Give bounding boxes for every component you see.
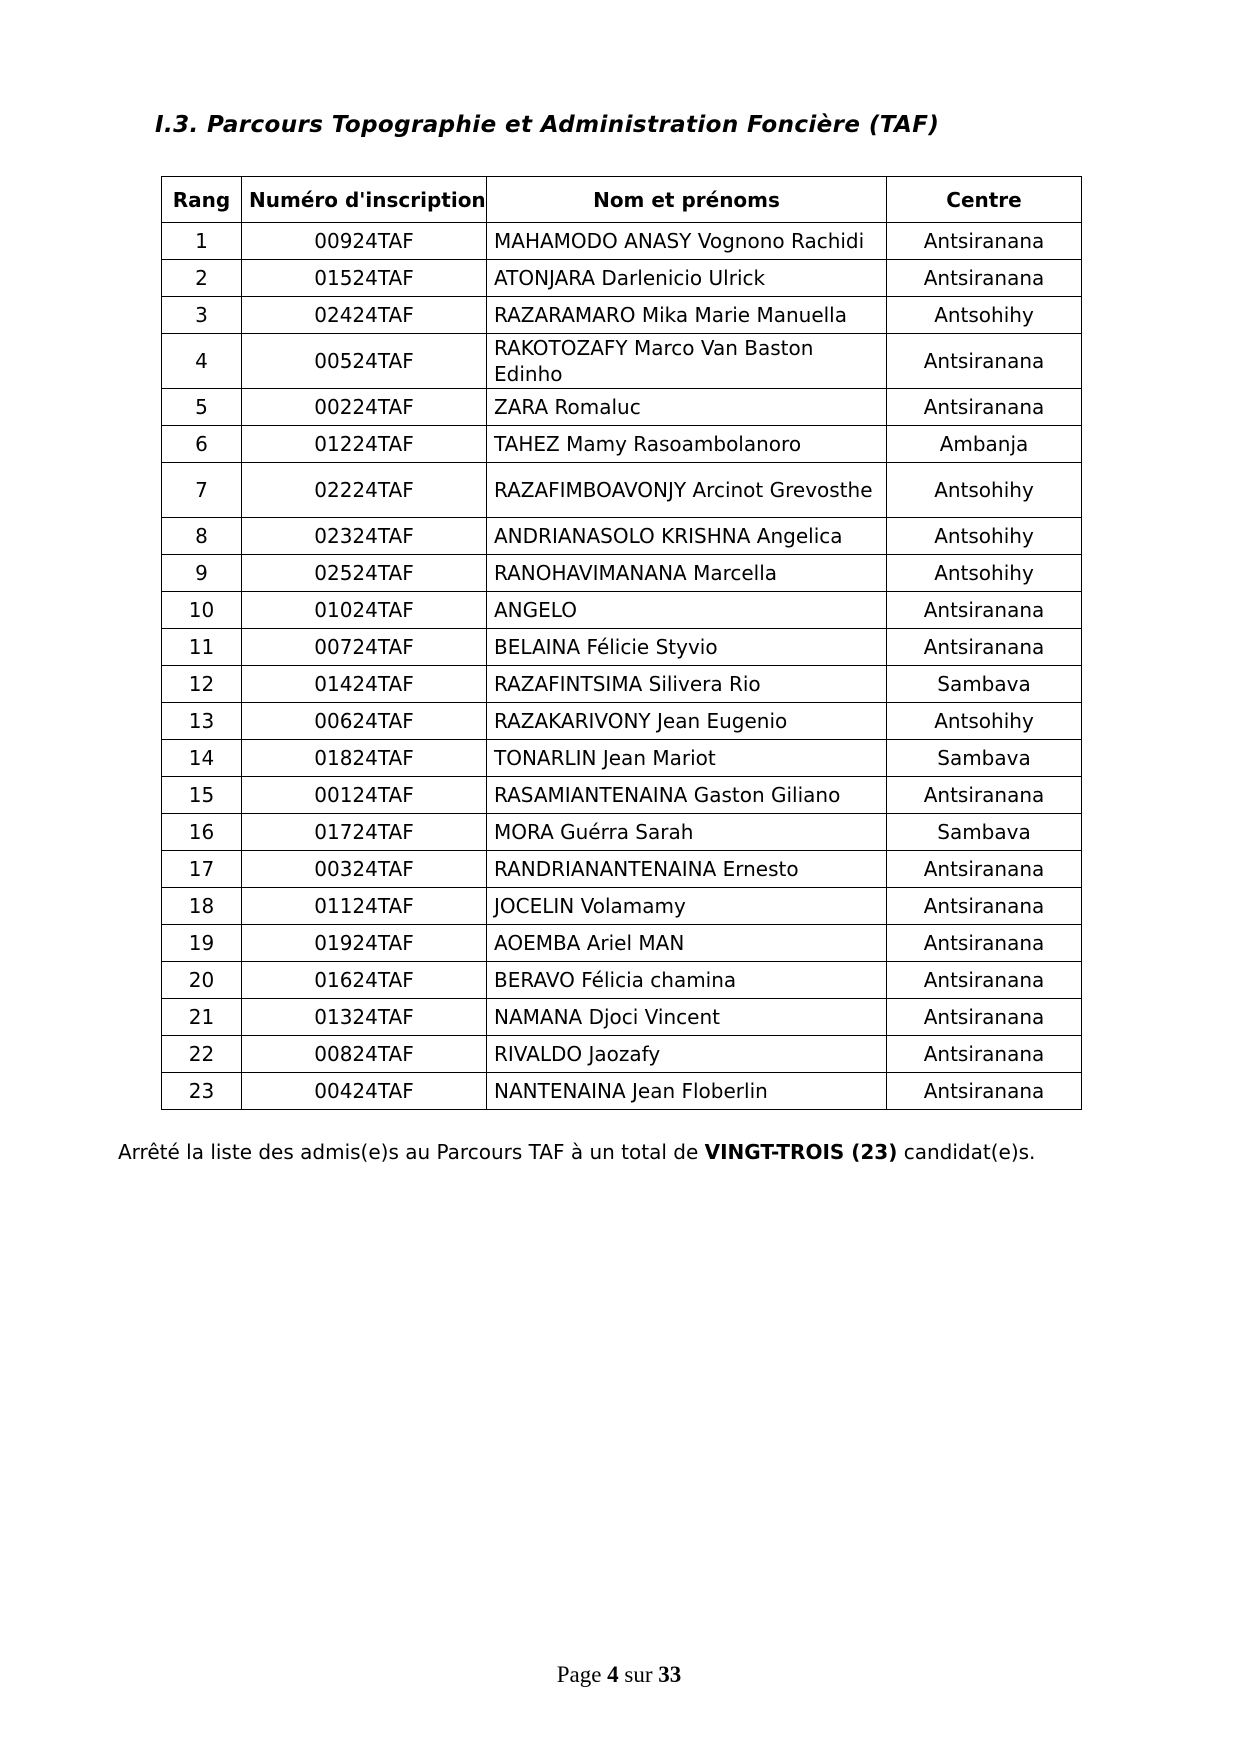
- table-row: [162, 260, 1082, 297]
- cell-centre: Antsiranana: [887, 851, 1082, 888]
- table-row: [162, 851, 1082, 888]
- cell-numero: 00324TAF: [242, 851, 487, 888]
- cell-rang: 7: [162, 463, 242, 518]
- cell-nom: TONARLIN Jean Mariot: [487, 740, 887, 777]
- cell-centre: Antsiranana: [887, 334, 1082, 389]
- table-row: [162, 666, 1082, 703]
- table-row: [162, 463, 1082, 518]
- admitted-list-table: [161, 176, 1082, 1110]
- cell-numero: 02524TAF: [242, 555, 487, 592]
- cell-numero: 02224TAF: [242, 463, 487, 518]
- cell-nom: ANGELO: [487, 592, 887, 629]
- cell-centre: Antsohihy: [887, 555, 1082, 592]
- cell-centre: Antsiranana: [887, 389, 1082, 426]
- table-header: [162, 177, 1082, 223]
- cell-numero: 01224TAF: [242, 426, 487, 463]
- header-numero: Numéro d'inscription: [242, 177, 487, 223]
- cell-numero: 01324TAF: [242, 999, 487, 1036]
- header-nom: Nom et prénoms: [487, 177, 887, 223]
- cell-centre: Antsiranana: [887, 1073, 1082, 1110]
- cell-numero: 00724TAF: [242, 629, 487, 666]
- cell-numero: 01924TAF: [242, 925, 487, 962]
- cell-nom: JOCELIN Volamamy: [487, 888, 887, 925]
- cell-centre: Antsiranana: [887, 260, 1082, 297]
- cell-centre: Antsohihy: [887, 703, 1082, 740]
- section-title: I.3. Parcours Topographie et Administration Foncière (TAF): [155, 112, 940, 138]
- table-row: [162, 999, 1082, 1036]
- summary-suffix: candidat(e)s.: [897, 1140, 1036, 1164]
- page-current: 4: [607, 1662, 619, 1687]
- cell-nom: BERAVO Félicia chamina: [487, 962, 887, 999]
- cell-centre: Antsohihy: [887, 297, 1082, 334]
- cell-centre: Ambanja: [887, 426, 1082, 463]
- table-body: [162, 223, 1082, 1110]
- summary-statement: [118, 1140, 1035, 1164]
- cell-centre: Antsiranana: [887, 962, 1082, 999]
- table-row: [162, 629, 1082, 666]
- cell-centre: Antsohihy: [887, 463, 1082, 518]
- cell-rang: 9: [162, 555, 242, 592]
- table-row: [162, 703, 1082, 740]
- cell-nom: RANOHAVIMANANA Marcella: [487, 555, 887, 592]
- summary-total: VINGT-TROIS (23): [704, 1140, 898, 1164]
- table-row: [162, 334, 1082, 389]
- page-total: 33: [658, 1662, 682, 1687]
- cell-centre: Antsiranana: [887, 777, 1082, 814]
- cell-numero: 01024TAF: [242, 592, 487, 629]
- cell-numero: 02424TAF: [242, 297, 487, 334]
- cell-rang: 4: [162, 334, 242, 389]
- page-label: Page: [556, 1662, 608, 1687]
- cell-nom: AOEMBA Ariel MAN: [487, 925, 887, 962]
- cell-rang: 21: [162, 999, 242, 1036]
- cell-nom: RASAMIANTENAINA Gaston Giliano: [487, 777, 887, 814]
- cell-nom: MAHAMODO ANASY Vognono Rachidi: [487, 223, 887, 260]
- cell-rang: 2: [162, 260, 242, 297]
- cell-nom: MORA Guérra Sarah: [487, 814, 887, 851]
- cell-centre: Antsiranana: [887, 999, 1082, 1036]
- header-centre: Centre: [887, 177, 1082, 223]
- cell-centre: Antsiranana: [887, 925, 1082, 962]
- cell-centre: Antsiranana: [887, 629, 1082, 666]
- cell-numero: 00824TAF: [242, 1036, 487, 1073]
- cell-numero: 00524TAF: [242, 334, 487, 389]
- cell-rang: 12: [162, 666, 242, 703]
- cell-nom: ANDRIANASOLO KRISHNA Angelica: [487, 518, 887, 555]
- cell-rang: 16: [162, 814, 242, 851]
- cell-nom: RAZARAMARO Mika Marie Manuella: [487, 297, 887, 334]
- cell-rang: 19: [162, 925, 242, 962]
- table-row: [162, 518, 1082, 555]
- cell-nom: ZARA Romaluc: [487, 389, 887, 426]
- cell-nom: RAKOTOZAFY Marco Van Baston Edinho: [487, 334, 887, 389]
- table-row: [162, 297, 1082, 334]
- cell-rang: 15: [162, 777, 242, 814]
- cell-numero: 01724TAF: [242, 814, 487, 851]
- cell-rang: 22: [162, 1036, 242, 1073]
- table-row: [162, 777, 1082, 814]
- cell-nom: RAZAFIMBOAVONJY Arcinot Grevosthe: [487, 463, 887, 518]
- cell-numero: 00624TAF: [242, 703, 487, 740]
- cell-rang: 6: [162, 426, 242, 463]
- cell-rang: 11: [162, 629, 242, 666]
- cell-centre: Sambava: [887, 740, 1082, 777]
- table-row: [162, 888, 1082, 925]
- cell-centre: Antsiranana: [887, 223, 1082, 260]
- cell-nom: TAHEZ Mamy Rasoambolanoro: [487, 426, 887, 463]
- cell-rang: 3: [162, 297, 242, 334]
- cell-numero: 00224TAF: [242, 389, 487, 426]
- cell-rang: 17: [162, 851, 242, 888]
- table-row: [162, 962, 1082, 999]
- cell-numero: 00124TAF: [242, 777, 487, 814]
- cell-rang: 23: [162, 1073, 242, 1110]
- cell-nom: RANDRIANANTENAINA Ernesto: [487, 851, 887, 888]
- table-row: [162, 426, 1082, 463]
- header-rang: Rang: [162, 177, 242, 223]
- cell-numero: 01124TAF: [242, 888, 487, 925]
- cell-rang: 10: [162, 592, 242, 629]
- cell-rang: 1: [162, 223, 242, 260]
- table-row: [162, 1036, 1082, 1073]
- cell-numero: 01424TAF: [242, 666, 487, 703]
- cell-centre: Antsiranana: [887, 888, 1082, 925]
- page-footer: [0, 1662, 1238, 1688]
- cell-numero: 01524TAF: [242, 260, 487, 297]
- cell-nom: ATONJARA Darlenicio Ulrick: [487, 260, 887, 297]
- cell-rang: 18: [162, 888, 242, 925]
- cell-numero: 00924TAF: [242, 223, 487, 260]
- cell-rang: 8: [162, 518, 242, 555]
- cell-centre: Antsiranana: [887, 592, 1082, 629]
- table-row: [162, 814, 1082, 851]
- cell-centre: Sambava: [887, 814, 1082, 851]
- table-row: [162, 740, 1082, 777]
- table-row: [162, 1073, 1082, 1110]
- cell-nom: NAMANA Djoci Vincent: [487, 999, 887, 1036]
- table-row: [162, 223, 1082, 260]
- table-row: [162, 592, 1082, 629]
- cell-nom: RIVALDO Jaozafy: [487, 1036, 887, 1073]
- cell-rang: 13: [162, 703, 242, 740]
- cell-rang: 5: [162, 389, 242, 426]
- cell-nom: BELAINA Félicie Styvio: [487, 629, 887, 666]
- cell-centre: Antsiranana: [887, 1036, 1082, 1073]
- cell-nom: RAZAKARIVONY Jean Eugenio: [487, 703, 887, 740]
- table-row: [162, 925, 1082, 962]
- cell-numero: 01824TAF: [242, 740, 487, 777]
- table-row: [162, 555, 1082, 592]
- page-of-label: sur: [618, 1662, 659, 1687]
- table-row: [162, 389, 1082, 426]
- cell-numero: 00424TAF: [242, 1073, 487, 1110]
- cell-numero: 02324TAF: [242, 518, 487, 555]
- cell-rang: 20: [162, 962, 242, 999]
- cell-rang: 14: [162, 740, 242, 777]
- summary-prefix: Arrêté la liste des admis(e)s au Parcours TAF à un total de: [118, 1140, 705, 1164]
- cell-nom: RAZAFINTSIMA Silivera Rio: [487, 666, 887, 703]
- table-header-row: [162, 177, 1082, 223]
- cell-centre: Antsohihy: [887, 518, 1082, 555]
- cell-centre: Sambava: [887, 666, 1082, 703]
- cell-nom: NANTENAINA Jean Floberlin: [487, 1073, 887, 1110]
- cell-numero: 01624TAF: [242, 962, 487, 999]
